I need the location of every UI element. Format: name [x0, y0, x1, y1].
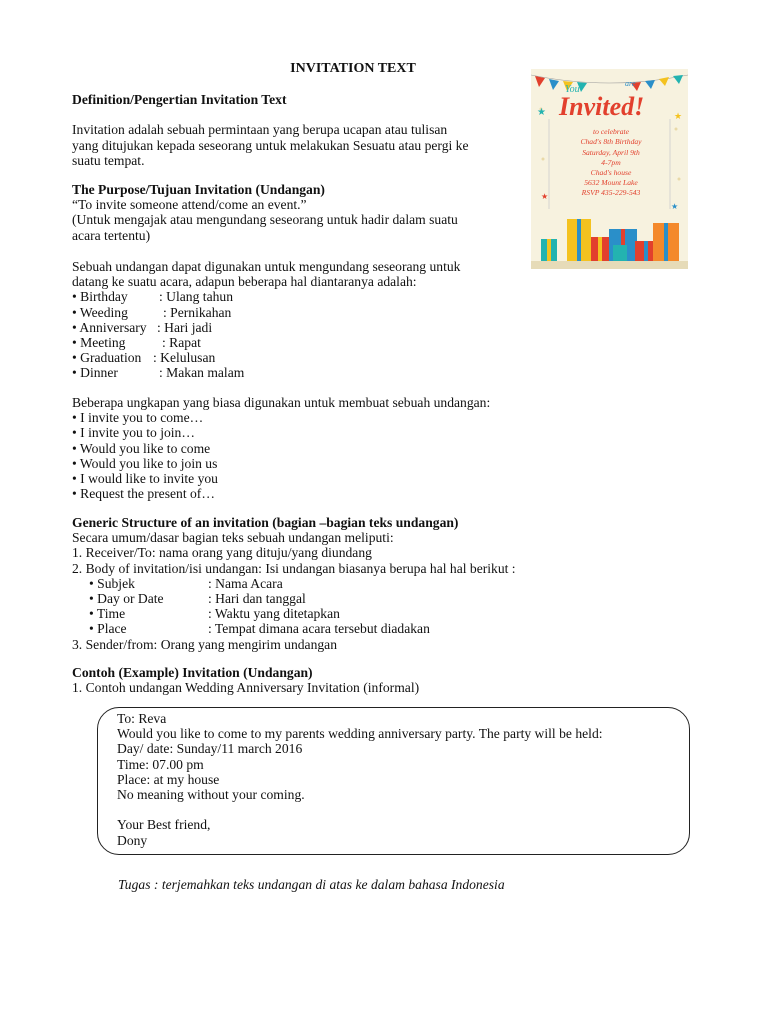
task-instruction: Tugas : terjemahkan teks undangan di atas ke dalam bahasa Indonesia: [118, 877, 505, 892]
card-line: Would you like to come to my parents wedding anniversary party. The party will be held:: [117, 726, 603, 742]
svg-text:★: ★: [671, 202, 679, 211]
list-item: • Would you like to join us: [72, 455, 218, 471]
card-line: Your Best friend,: [117, 817, 211, 833]
image-line: to celebrate: [592, 127, 630, 136]
definition-line: suatu tempat.: [72, 152, 145, 168]
purpose-line: “To invite someone attend/come an event.”: [72, 197, 307, 213]
list-item: [72, 606, 516, 621]
page-title: INVITATION TEXT: [290, 61, 416, 76]
list-item: • I invite you to come…: [72, 410, 204, 426]
example-subtitle: 1. Contoh undangan Wedding Anniversary Invitation (informal): [72, 680, 420, 696]
structure-intro: Secara umum/dasar bagian teks sebuah undangan meliputi:: [72, 530, 394, 546]
usage-en: • Weeding: [72, 304, 128, 320]
list-item: • I invite you to join…: [72, 425, 195, 441]
usage-id: : Hari jadi: [157, 319, 213, 335]
list-item: [72, 320, 460, 335]
definition-line: Invitation adalah sebuah permintaan yang berupa ucapan atau tulisan: [72, 122, 448, 138]
usage-intro: Sebuah undangan dapat digunakan untuk mengundang seseorang untuk: [72, 259, 461, 274]
svg-text:★: ★: [537, 107, 546, 118]
card-line: Day/ date: Sunday/11 march 2016: [117, 741, 303, 757]
image-line: 4-7pm: [601, 158, 621, 167]
image-header-big: Invited!: [559, 92, 645, 121]
structure-receiver: 1. Receiver/To: nama orang yang dituju/yang diundang: [72, 545, 372, 561]
list-item: [72, 576, 516, 591]
example-section: [72, 665, 419, 695]
usage-en: • Dinner: [72, 365, 118, 381]
image-line: Chad's 8th Birthday: [580, 137, 642, 146]
invitation-image: [531, 69, 688, 269]
usage-id: : Rapat: [162, 335, 201, 351]
svg-text:★: ★: [541, 192, 549, 201]
list-item: • I would like to invite you: [72, 471, 218, 487]
purpose-line: acara tertentu): [72, 227, 151, 243]
structure-body: 2. Body of invitation/isi undangan: Isi undangan biasanya berupa hal hal berikut :: [72, 560, 516, 576]
invitation-card-text: [117, 711, 603, 848]
image-header-small: are: [625, 79, 636, 88]
card-line: No meaning without your coming.: [117, 787, 305, 803]
usage-section: [72, 259, 460, 381]
purpose-line: (Untuk mengajak atau mengundang seseorang untuk hadir dalam suatu: [72, 212, 458, 228]
svg-text:★: ★: [674, 111, 683, 121]
card-line: Time: 07.00 pm: [117, 756, 204, 772]
card-line: To: Reva: [117, 711, 167, 726]
body-item-label: • Subjek: [89, 575, 135, 591]
card-line: Place: at my house: [117, 771, 220, 787]
list-item: [72, 350, 460, 365]
body-item-value: : Waktu yang ditetapkan: [208, 606, 340, 622]
usage-en: • Meeting: [72, 335, 126, 351]
structure-sender: 3. Sender/from: Orang yang mengirim undangan: [72, 636, 338, 652]
list-item: [72, 591, 516, 606]
expressions-intro: Beberapa ungkapan yang biasa digunakan untuk membuat sebuah undangan:: [72, 395, 491, 410]
usage-en: • Birthday: [72, 289, 128, 305]
body-item-value: : Hari dan tanggal: [208, 591, 306, 607]
body-item-value: : Nama Acara: [208, 575, 283, 591]
body-item-label: • Time: [89, 606, 126, 622]
list-item: • Request the present of…: [72, 486, 215, 502]
example-heading: Contoh (Example) Invitation (Undangan): [72, 665, 313, 680]
image-line: 5632 Mount Lake: [584, 178, 638, 187]
image-line: RSVP 435-229-543: [581, 188, 641, 197]
usage-id: : Pernikahan: [163, 304, 232, 320]
image-header-small: You: [565, 84, 580, 95]
purpose-heading: The Purpose/Tujuan Invitation (Undangan): [72, 182, 325, 197]
definition-line: yang ditujukan kepada seseorang untuk melakukan Sesuatu atau pergi ke: [72, 137, 469, 153]
structure-heading: Generic Structure of an invitation (bagian –bagian teks undangan): [72, 515, 459, 530]
image-line: Saturday, April 9th: [582, 148, 640, 157]
list-item: [72, 335, 460, 350]
usage-id: : Ulang tahun: [159, 289, 233, 305]
list-item: [72, 621, 516, 636]
list-item: [72, 289, 460, 304]
usage-id: : Makan malam: [159, 365, 245, 381]
usage-en: • Graduation: [72, 350, 142, 366]
purpose-section: [72, 182, 458, 243]
structure-section: [72, 515, 516, 652]
definition-heading: Definition/Pengertian Invitation Text: [72, 92, 287, 107]
usage-en: • Anniversary: [72, 319, 147, 335]
body-item-label: • Day or Date: [89, 591, 164, 607]
image-line: Chad's house: [590, 168, 632, 177]
body-item-label: • Place: [89, 621, 127, 637]
definition-section: [72, 92, 469, 168]
list-item: [72, 365, 460, 380]
body-item-value: : Tempat dimana acara tersebut diadakan: [208, 621, 430, 637]
list-item: • Would you like to come: [72, 440, 211, 456]
usage-id: : Kelulusan: [153, 350, 216, 366]
expressions-section: [72, 395, 490, 501]
list-item: [72, 305, 460, 320]
usage-intro: datang ke suatu acara, adapun beberapa hal diantaranya adalah:: [72, 274, 417, 290]
card-line: Dony: [117, 832, 148, 848]
